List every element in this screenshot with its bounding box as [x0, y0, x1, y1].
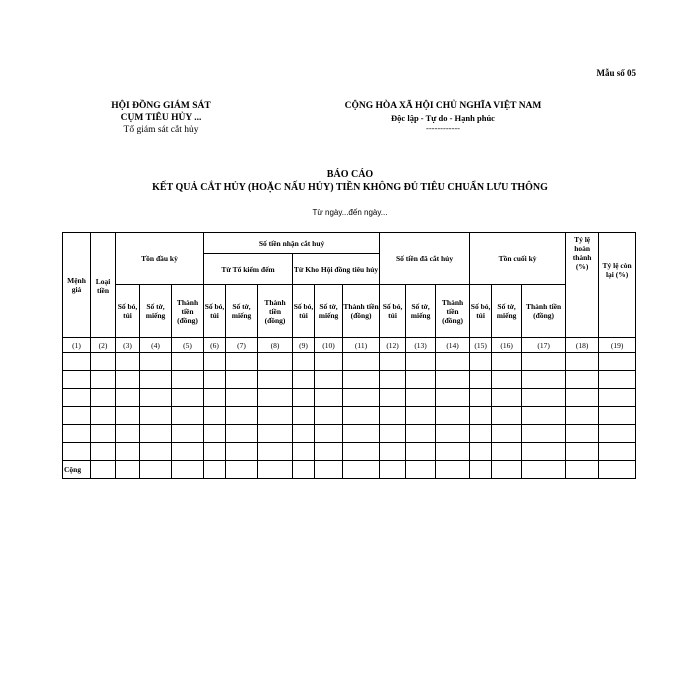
column-number: (14)	[436, 338, 470, 353]
column-number: (19)	[599, 338, 636, 353]
subheader-thanh-tien: Thành tiền (đồng)	[258, 285, 293, 338]
table-row	[63, 425, 636, 443]
header-tu-kho: Từ Kho Hội đồng tiêu hủy	[293, 254, 380, 285]
issuer-line-1: HỘI ĐỒNG GIÁM SÁT	[111, 101, 211, 111]
national-header	[318, 100, 568, 133]
header-ton-dau-ky: Tồn đầu kỳ	[116, 233, 204, 285]
national-motto: Độc lập - Tự do - Hạnh phúc	[391, 113, 495, 123]
table-row	[63, 371, 636, 389]
column-number: (10)	[315, 338, 343, 353]
column-number: (1)	[63, 338, 91, 353]
column-number: (8)	[258, 338, 293, 353]
header-so-tien-nhan: Số tiền nhận cắt huỷ	[204, 233, 380, 254]
header-loai-tien: Loại tiền	[91, 233, 116, 338]
report-period: Từ ngày...đến ngày...	[312, 208, 388, 217]
national-divider: ------------	[426, 123, 460, 133]
header-ty-le-con-lai: Tỷ lệ còn lại (%)	[599, 233, 636, 338]
column-number: (16)	[492, 338, 522, 353]
form-number: Mẫu số 05	[596, 68, 636, 78]
issuer-line-2: CỤM TIÊU HỦY ...	[120, 113, 202, 123]
subheader-so-to-mieng: Số tờ, miếng	[315, 285, 343, 338]
total-label: Cộng	[63, 461, 91, 479]
column-number: (3)	[116, 338, 140, 353]
column-number: (9)	[293, 338, 315, 353]
issuer-line-3: Tổ giám sát cắt hủy	[123, 125, 199, 135]
subheader-thanh-tien: Thành tiền (đồng)	[436, 285, 470, 338]
subheader-so-bo-tui: Số bó, túi	[204, 285, 226, 338]
column-number: (13)	[406, 338, 436, 353]
subheader-so-bo-tui: Số bó, túi	[470, 285, 492, 338]
column-number: (17)	[522, 338, 566, 353]
total-row	[63, 461, 636, 479]
table-row	[63, 389, 636, 407]
header-menh-gia: Mệnh giá	[63, 233, 91, 338]
column-number: (12)	[380, 338, 406, 353]
column-number: (15)	[470, 338, 492, 353]
header-ton-cuoi-ky: Tồn cuối kỳ	[470, 233, 566, 285]
column-number: (7)	[226, 338, 258, 353]
column-number: (6)	[204, 338, 226, 353]
report-table	[62, 232, 636, 479]
subheader-so-bo-tui: Số bó, túi	[380, 285, 406, 338]
subheader-so-bo-tui: Số bó, túi	[293, 285, 315, 338]
header-da-cat-huy: Số tiền đã cắt hủy	[380, 233, 470, 285]
subheader-so-bo-tui: Số bó, túi	[116, 285, 140, 338]
subheader-thanh-tien: Thành tiền (đồng)	[522, 285, 566, 338]
header-tu-to-kiem-dem: Từ Tổ kiểm đếm	[204, 254, 293, 285]
header-ty-le-hoan-thanh: Tỷ lệ hoàn thành (%)	[566, 233, 599, 338]
subheader-so-to-mieng: Số tờ, miếng	[492, 285, 522, 338]
report-title-line-2: KẾT QUẢ CẮT HỦY (HOẶC NẤU HỦY) TIỀN KHÔNG ĐỦ TIÊU CHUẨN LƯU THÔNG	[152, 182, 548, 193]
column-number: (4)	[140, 338, 172, 353]
column-number: (2)	[91, 338, 116, 353]
national-title: CỘNG HÒA XÃ HỘI CHỦ NGHĨA VIỆT NAM	[344, 101, 542, 111]
report-title	[60, 168, 640, 194]
subheader-so-to-mieng: Số tờ, miếng	[226, 285, 258, 338]
subheader-thanh-tien: Thành tiền (đồng)	[172, 285, 204, 338]
column-number: (11)	[343, 338, 380, 353]
table-row	[63, 443, 636, 461]
column-number: (18)	[566, 338, 599, 353]
subheader-so-to-mieng: Số tờ, miếng	[140, 285, 172, 338]
report-title-line-1: BÁO CÁO	[326, 169, 374, 180]
table-row	[63, 407, 636, 425]
subheader-so-to-mieng: Số tờ, miếng	[406, 285, 436, 338]
column-number: (5)	[172, 338, 204, 353]
column-number-row	[63, 338, 636, 353]
subheader-thanh-tien: Thành tiền (đồng)	[343, 285, 380, 338]
issuer-header	[86, 100, 236, 136]
table-row	[63, 353, 636, 371]
